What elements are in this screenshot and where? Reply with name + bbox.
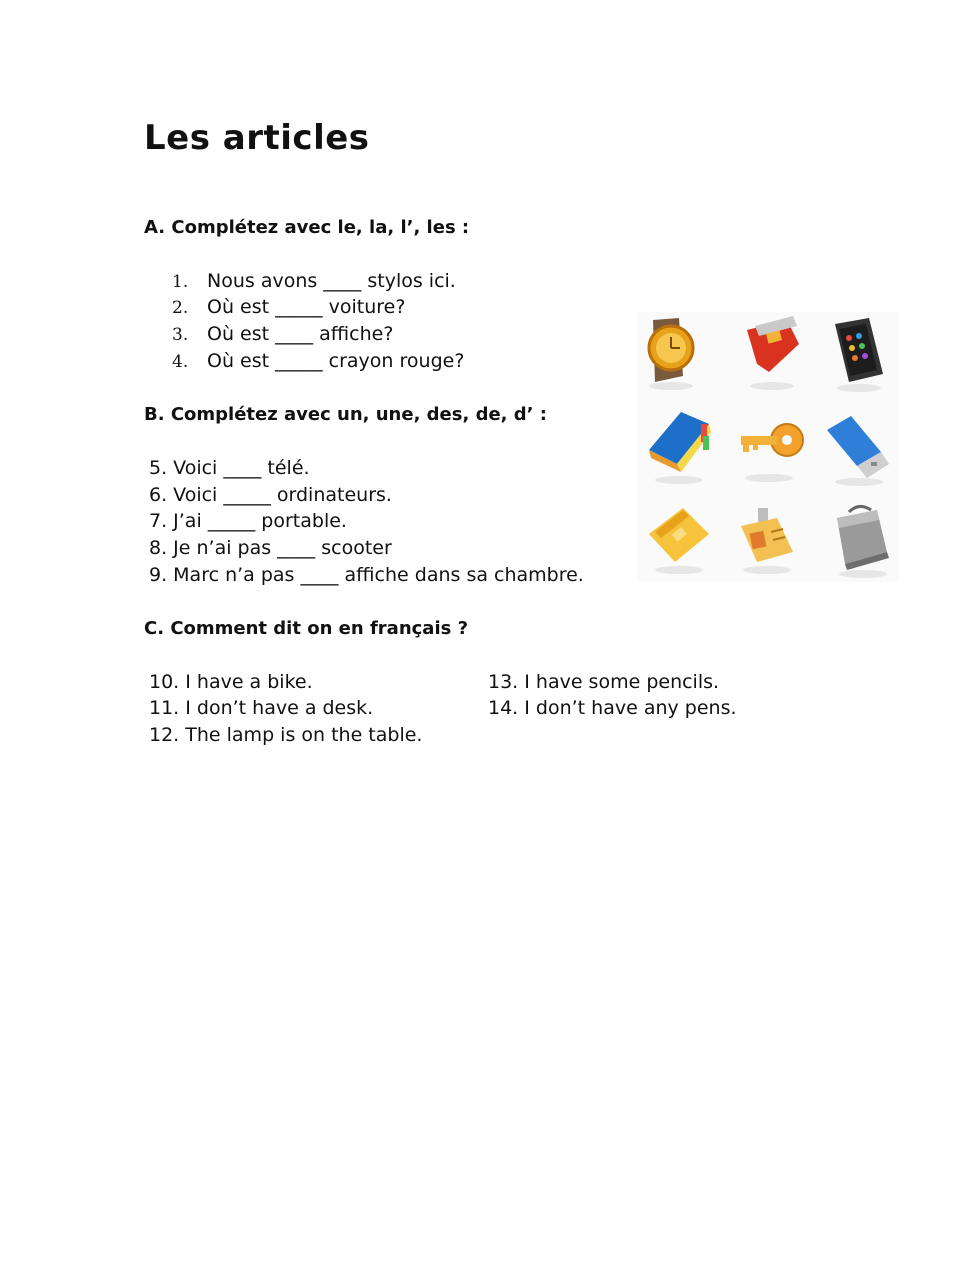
list-item: Nous avons ____ stylos ici. [207,270,456,292]
list-item: 11. I don’t have a desk. [149,697,374,719]
list-item: 9. Marc n’a pas ____ affiche dans sa chambre. [149,564,584,586]
icon-grid-illustration [637,312,899,582]
list-item: 12. The lamp is on the table. [149,724,423,746]
section-b-heading: B. Complétez avec un, une, des, de, d’ : [144,404,547,425]
list-item-number: 4. [172,352,189,372]
list-item: Où est ____ affiche? [207,323,394,345]
list-item: 5. Voici ____ télé. [149,457,310,479]
list-item: 8. Je n’ai pas ____ scooter [149,537,392,559]
list-item-number: 3. [172,325,189,345]
list-item: 14. I don’t have any pens. [488,697,737,719]
list-item: Où est _____ crayon rouge? [207,350,465,372]
list-item: Où est _____ voiture? [207,296,406,318]
page-title: Les articles [144,118,370,158]
list-item: 10. I have a bike. [149,671,313,693]
list-item-number: 1. [172,272,189,292]
list-item-number: 2. [172,298,189,318]
list-item: 13. I have some pencils. [488,671,720,693]
section-a-heading: A. Complétez avec le, la, l’, les : [144,217,470,238]
list-item: 7. J’ai _____ portable. [149,510,347,532]
section-c-heading: C. Comment dit on en français ? [144,618,469,639]
list-item: 6. Voici _____ ordinateurs. [149,484,392,506]
